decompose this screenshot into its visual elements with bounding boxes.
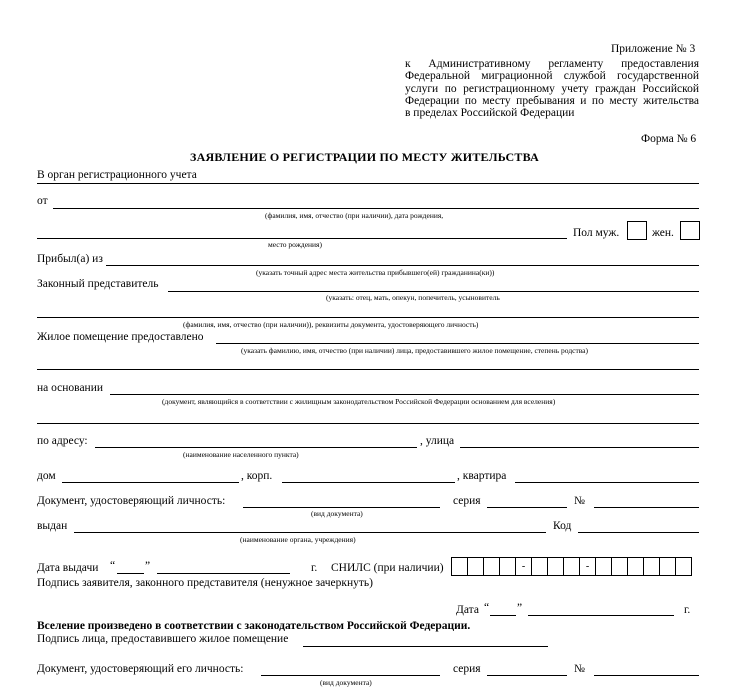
- regulation-line: Федерации по месту пребывания и по месту жительства: [405, 94, 699, 107]
- sex-female-label: жен.: [652, 227, 674, 239]
- series-label: серия: [453, 495, 481, 507]
- house-label: дом: [37, 470, 56, 482]
- year-label: г.: [311, 562, 318, 574]
- birthplace-hint: место рождения): [268, 240, 323, 249]
- issuer-hint: (наименование органа, учреждения): [240, 535, 356, 544]
- organ-label: В орган регистрационного учета: [37, 169, 197, 181]
- locality-hint: (наименование населенного пункта): [183, 450, 299, 459]
- basis-hint: (документ, являющийся в соответствии с жилищным законодательством Российской Федерации основанием для вселения): [162, 397, 556, 406]
- basis-line[interactable]: [110, 394, 699, 395]
- number-label: №: [574, 495, 585, 507]
- house-line[interactable]: [62, 482, 239, 483]
- issue-month-year-line[interactable]: [157, 573, 290, 574]
- regulation-line: в пределах Российской Федерации: [405, 107, 575, 120]
- provider-doc-label: Документ, удостоверяющий его личность:: [37, 663, 244, 675]
- snils-digit[interactable]: [563, 557, 580, 576]
- appendix-label: Приложение № 3: [611, 43, 696, 55]
- organ-line[interactable]: [37, 183, 699, 184]
- birthplace-line[interactable]: [37, 238, 567, 239]
- regulation-line: к Административному регламенту предоставления: [405, 58, 699, 70]
- snils-digit[interactable]: [483, 557, 500, 576]
- id-doc-line[interactable]: [243, 507, 440, 508]
- snils-label: СНИЛС (при наличии): [331, 562, 444, 574]
- date-month-year-line[interactable]: [528, 615, 674, 616]
- snils-digit[interactable]: [499, 557, 516, 576]
- snils-digit[interactable]: [627, 557, 644, 576]
- snils-digit[interactable]: [643, 557, 660, 576]
- provider-signature-line[interactable]: [303, 646, 548, 647]
- issuer-line[interactable]: [74, 532, 546, 533]
- snils-digit[interactable]: [451, 557, 468, 576]
- provider-series-label: серия: [453, 663, 481, 675]
- housing-line-2[interactable]: [37, 369, 699, 370]
- basis-line-2[interactable]: [37, 423, 699, 424]
- page-title: ЗАЯВЛЕНИЕ О РЕГИСТРАЦИИ ПО МЕСТУ ЖИТЕЛЬСТВА: [190, 150, 539, 164]
- issued-label: выдан: [37, 520, 68, 532]
- address-label: по адресу:: [37, 435, 88, 447]
- housing-hint: (указать фамилию, имя, отчество (при наличии) лица, предоставившего жилое помещение, степень родства): [241, 346, 589, 355]
- snils-digit[interactable]: [659, 557, 676, 576]
- series-line[interactable]: [487, 507, 567, 508]
- issue-day-line[interactable]: [117, 573, 144, 574]
- arrived-line[interactable]: [106, 265, 699, 266]
- snils-digit[interactable]: [595, 557, 612, 576]
- snils-separator: -: [515, 557, 532, 576]
- provider-signature-label: Подпись лица, предоставившего жилое помещение: [37, 633, 289, 645]
- date-label: Дата: [456, 604, 479, 616]
- provider-doc-line[interactable]: [261, 675, 440, 676]
- provider-doc-type-hint: (вид документа): [320, 678, 372, 687]
- from-hint: (фамилия, имя, отчество (при наличии), дата рождения,: [265, 211, 444, 220]
- legal-rep-line[interactable]: [168, 291, 699, 292]
- number-line[interactable]: [594, 507, 699, 508]
- sex-female-checkbox[interactable]: [680, 221, 700, 240]
- street-line[interactable]: [460, 447, 699, 448]
- sex-male-checkbox[interactable]: [627, 221, 647, 240]
- snils-digit[interactable]: [467, 557, 484, 576]
- legal-rep-label: Законный представитель: [37, 278, 159, 290]
- building-line[interactable]: [282, 482, 455, 483]
- housing-line[interactable]: [216, 343, 699, 344]
- regulation-line: Федеральной миграционной службой государственной: [405, 70, 699, 83]
- snils-digit[interactable]: [547, 557, 564, 576]
- doc-type-hint: (вид документа): [311, 509, 363, 518]
- legal-rep-hint: (указать: отец, мать, опекун, попечитель, усыновитель: [326, 293, 500, 302]
- regulation-line: услуги по регистрационному учету граждан Российской: [405, 82, 699, 95]
- legal-rep-hint-2: (фамилия, имя, отчество (при наличии)), реквизиты документа, удостоверяющего личность): [183, 320, 479, 329]
- date-quote-open: “: [484, 602, 490, 614]
- arrived-hint: (указать точный адрес места жительства прибывшего(ей) гражданина(ки)): [256, 268, 495, 277]
- building-label: , корп.: [241, 470, 273, 482]
- from-label: от: [37, 195, 48, 207]
- snils-digit[interactable]: [531, 557, 548, 576]
- code-line[interactable]: [578, 532, 699, 533]
- quote-open: “: [110, 560, 116, 572]
- locality-line[interactable]: [95, 447, 417, 448]
- housing-label: Жилое помещение предоставлено: [37, 331, 204, 343]
- id-doc-label: Документ, удостоверяющий личность:: [37, 495, 226, 507]
- date-quote-close: ”: [517, 602, 523, 614]
- provider-number-label: №: [574, 663, 585, 675]
- code-label: Код: [553, 520, 572, 532]
- issue-date-label: Дата выдачи: [37, 562, 99, 574]
- signature-label: Подпись заявителя, законного представителя (ненужное зачеркнуть): [37, 577, 373, 589]
- apartment-label: , квартира: [457, 470, 507, 482]
- sex-male-label: Пол муж.: [573, 227, 620, 239]
- from-line[interactable]: [53, 208, 699, 209]
- quote-close: ”: [145, 560, 151, 572]
- apartment-line[interactable]: [515, 482, 699, 483]
- provider-series-line[interactable]: [487, 675, 567, 676]
- legal-rep-doc-line[interactable]: [37, 317, 699, 318]
- form-number: Форма № 6: [641, 133, 697, 145]
- snils-separator: -: [579, 557, 596, 576]
- snils-digit[interactable]: [675, 557, 692, 576]
- date-day-line[interactable]: [490, 615, 516, 616]
- street-label: , улица: [420, 435, 455, 447]
- provider-number-line[interactable]: [594, 675, 699, 676]
- basis-label: на основании: [37, 382, 104, 394]
- snils-digit[interactable]: [611, 557, 628, 576]
- settlement-statement: Вселение произведено в соответствии с законодательством Российской Федерации.: [37, 620, 471, 632]
- date-year-label: г.: [684, 604, 691, 616]
- snils-boxes[interactable]: [452, 557, 692, 576]
- arrived-label: Прибыл(а) из: [37, 253, 103, 265]
- regulation-reference: [405, 58, 699, 119]
